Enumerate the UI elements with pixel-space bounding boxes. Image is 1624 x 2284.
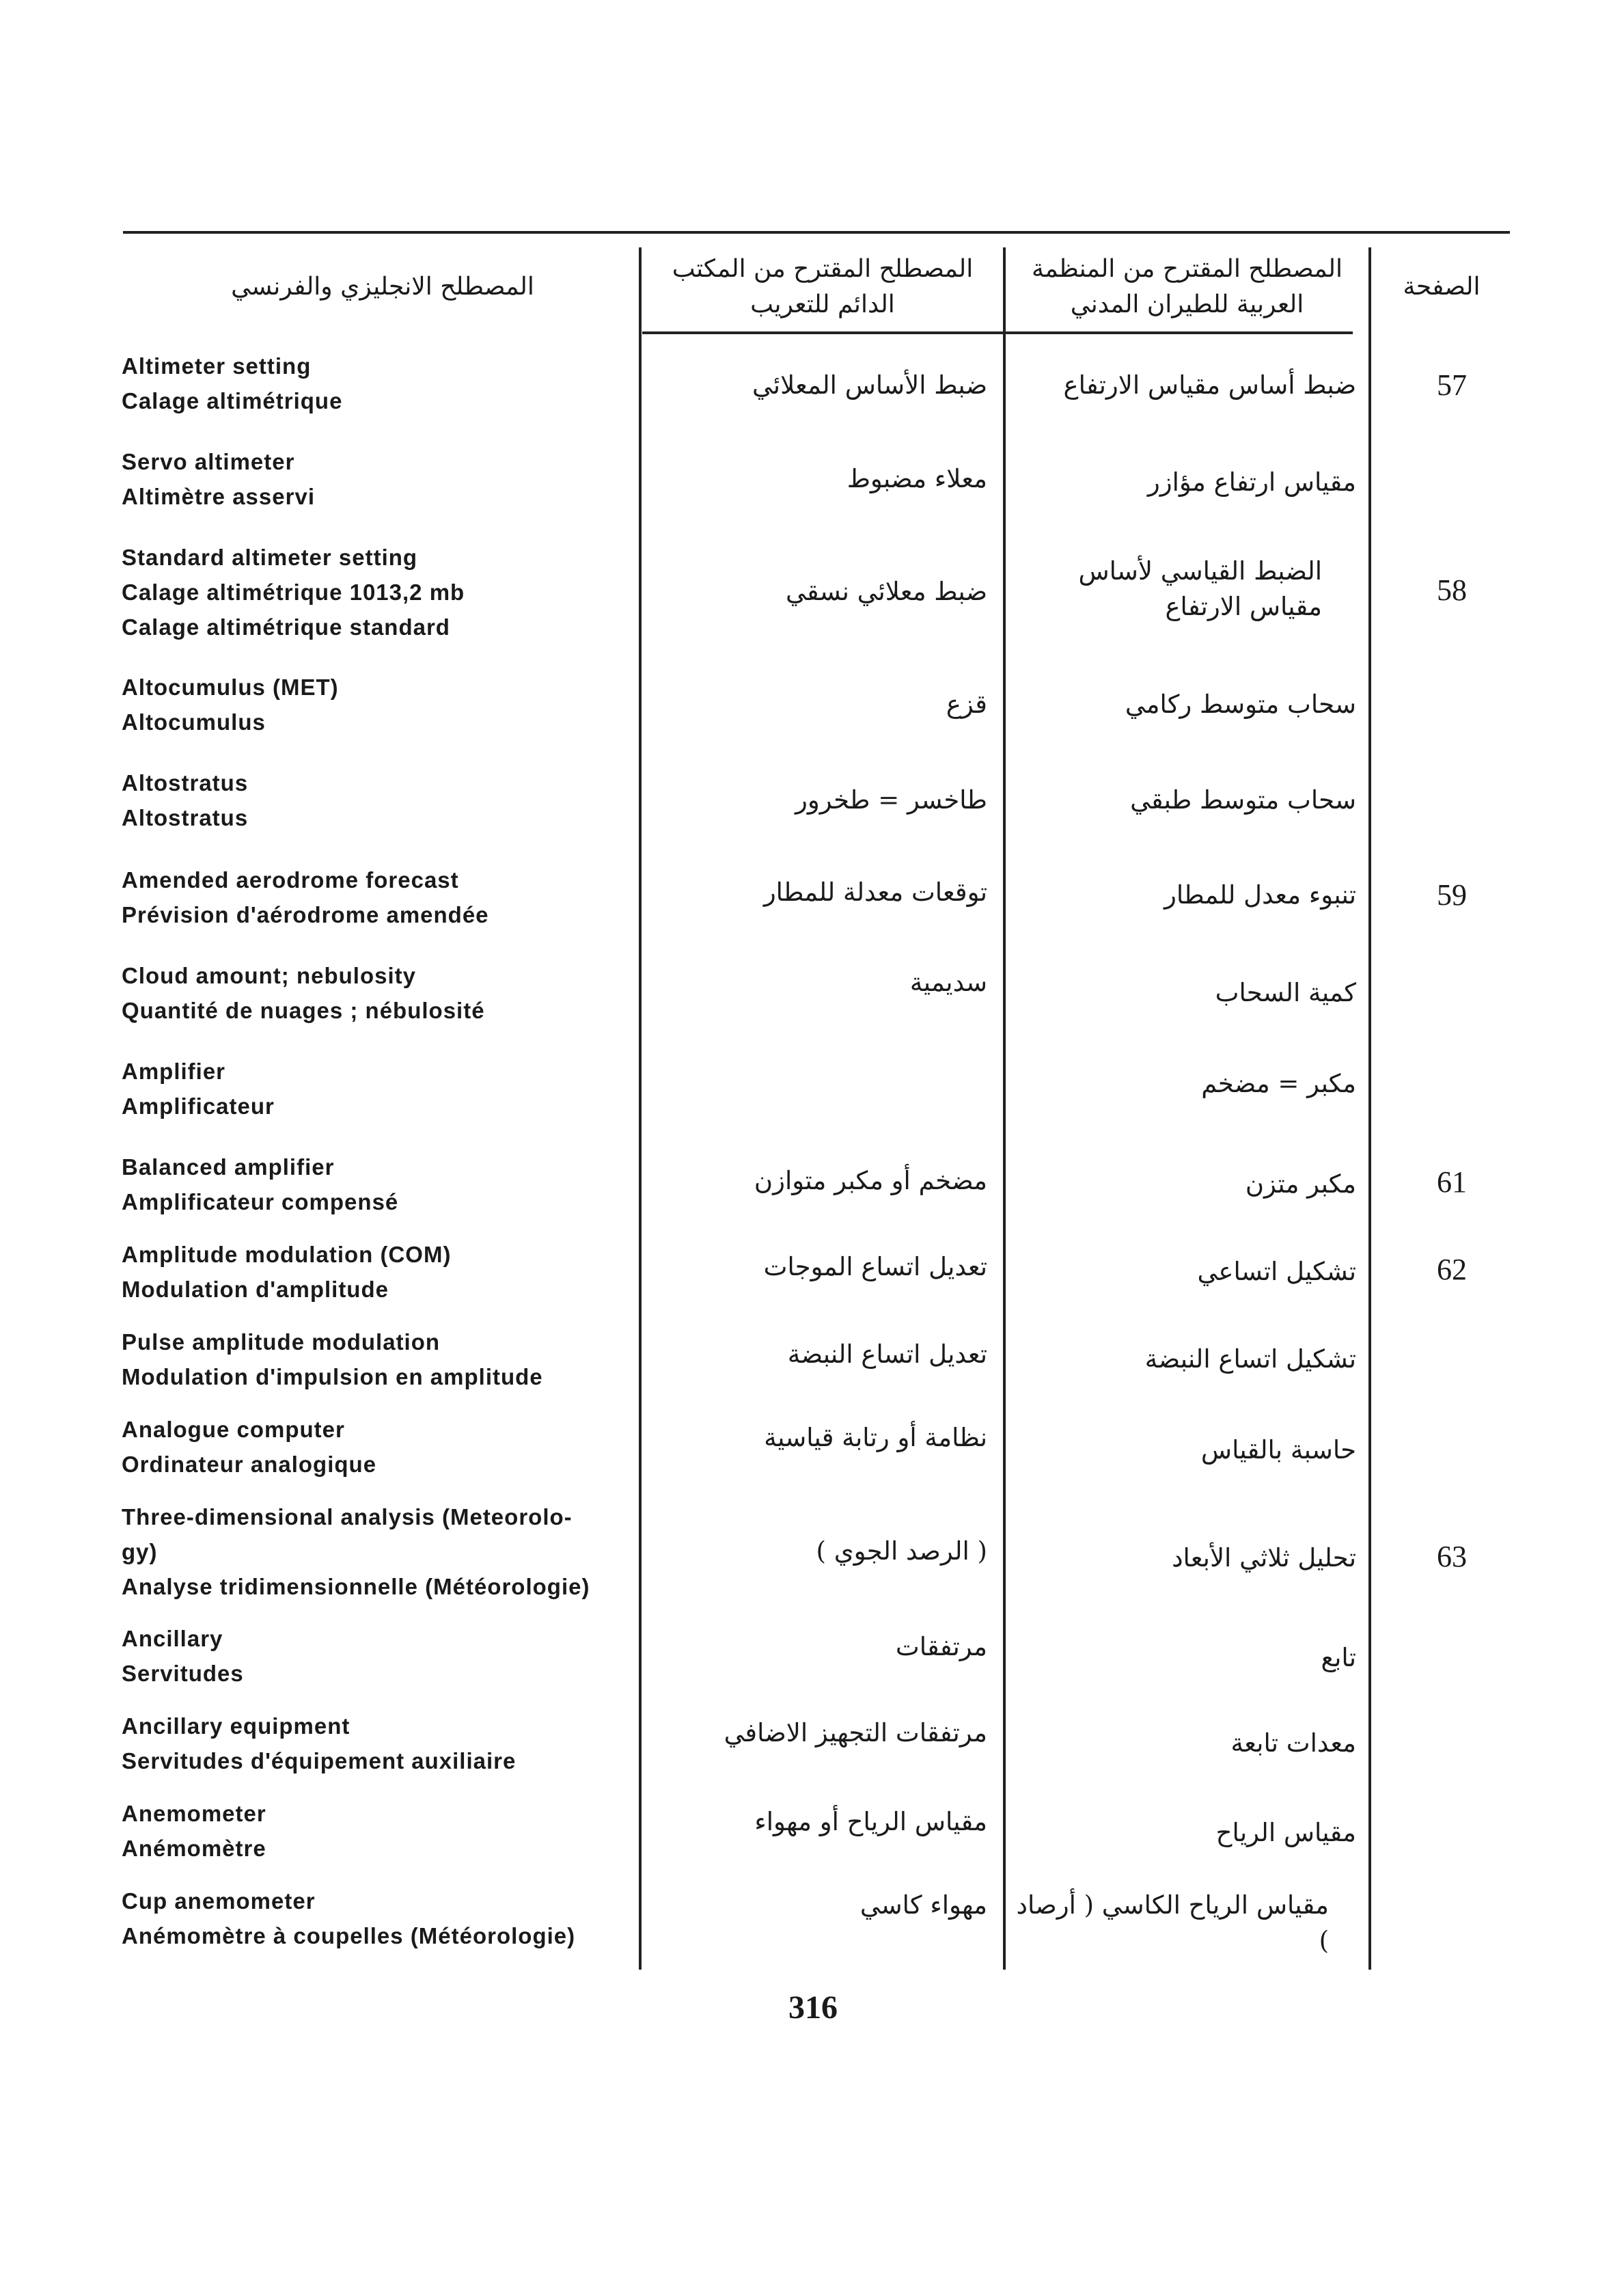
term-acao: سحاب متوسط ركامي <box>1125 690 1356 719</box>
term-en-fr: Standard altimeter setting Calage altimétrique 1013,2 mb Calage altimétrique standard <box>122 545 465 640</box>
term-bureau: مرتفقات التجهيز الاضافي <box>724 1718 987 1748</box>
header-english-french: المصطلح الانجليزي والفرنسي <box>231 272 534 301</box>
term-bureau: ضبط الأساس المعلائي <box>752 370 987 400</box>
term-acao: ضبط أساس مقياس الارتفاع <box>1063 370 1356 400</box>
term-en-fr: Pulse amplitude modulation Modulation d'impulsion en amplitude <box>122 1329 543 1389</box>
term-acao: تنبوء معدل للمطار <box>1164 880 1356 910</box>
term-en-fr: Amplifier Amplificateur <box>122 1059 275 1119</box>
term-en-fr: Analogue computer Ordinateur analogique <box>122 1417 377 1477</box>
term-acao: مقياس ارتفاع مؤازر <box>1147 467 1356 497</box>
page-number: 316 <box>788 1989 838 2026</box>
term-en-fr: Anemometer Anémomètre <box>122 1801 266 1861</box>
term-en-fr: Amended aerodrome forecast Prévision d'aérodrome amendée <box>122 867 489 927</box>
term-bureau: مضخم أو مكبر متوازن <box>754 1166 987 1195</box>
page-ref: 57 <box>1437 368 1467 402</box>
term-acao: مقياس الرياح <box>1215 1818 1356 1847</box>
term-acao: تشكيل اتساعي <box>1197 1257 1356 1286</box>
term-bureau: مهواء كاسي <box>859 1890 987 1920</box>
header-permanent-bureau: المصطلح المقترح من المكتب الدائم للتعريب <box>672 254 974 318</box>
term-acao: مكبر = مضخم <box>1201 1069 1356 1098</box>
term-en-fr: Three-dimensional analysis (Meteorolo- gy) Analyse tridimensionnelle (Météorologie) <box>122 1504 590 1599</box>
term-bureau: تعديل اتساع الموجات <box>763 1252 987 1281</box>
term-acao: مقياس الرياح الكاسي ( أرصاد ) <box>1016 1890 1329 1955</box>
term-en-fr: Ancillary equipment Servitudes d'équipement auxiliaire <box>122 1713 517 1773</box>
page-ref: 59 <box>1437 878 1467 912</box>
header-acao: المصطلح المقترح من المنظمة العربية للطيران المدني <box>1032 254 1343 318</box>
table-top-rule <box>123 231 1510 234</box>
term-en-fr: Amplitude modulation (COM) Modulation d'amplitude <box>122 1242 452 1302</box>
term-bureau: ( الرصد الجوي ) <box>816 1536 987 1566</box>
term-bureau: ضبط معلائي نسقي <box>786 577 987 606</box>
term-bureau: سديمية <box>909 968 987 997</box>
term-en-fr: Balanced amplifier Amplificateur compensé <box>122 1154 399 1214</box>
term-en-fr: Ancillary Servitudes <box>122 1626 244 1686</box>
term-en-fr: Cup anemometer Anémomètre à coupelles (Météorologie) <box>122 1888 576 1948</box>
term-acao: كمية السحاب <box>1215 978 1356 1007</box>
term-acao: الضبط القياسي لأساس مقياس الارتفاع <box>1078 556 1322 621</box>
term-bureau: تعديل اتساع النبضة <box>787 1340 987 1369</box>
term-acao: تابع <box>1321 1643 1356 1672</box>
column-divider-2 <box>1003 247 1006 1970</box>
term-acao: تحليل ثلاثي الأبعاد <box>1172 1543 1356 1573</box>
term-bureau: توقعات معدلة للمطار <box>763 878 987 907</box>
term-en-fr: Altimeter setting Calage altimétrique <box>122 353 343 413</box>
term-en-fr: Altocumulus (MET) Altocumulus <box>122 675 339 735</box>
column-divider-3 <box>1368 247 1371 1970</box>
term-acao: تشكيل اتساع النبضة <box>1144 1344 1356 1374</box>
page-ref: 62 <box>1437 1253 1467 1286</box>
header-bottom-rule <box>642 331 1353 334</box>
term-acao: معدات تابعة <box>1230 1728 1356 1758</box>
term-acao: مكبر متزن <box>1245 1169 1356 1199</box>
term-acao: سحاب متوسط طبقي <box>1130 785 1356 815</box>
term-en-fr: Cloud amount; nebulosity Quantité de nuages ; nébulosité <box>122 963 485 1023</box>
page-ref: 61 <box>1437 1165 1467 1199</box>
term-bureau: نظامة أو رتابة قياسية <box>764 1423 987 1452</box>
term-bureau: مقياس الرياح أو مهواء <box>754 1807 987 1836</box>
term-en-fr: Altostratus Altostratus <box>122 770 249 830</box>
header-page: الصفحة <box>1403 272 1481 301</box>
term-bureau: معلاء مضبوط <box>847 464 987 493</box>
term-bureau: مرتفقات <box>895 1632 987 1661</box>
page-ref: 58 <box>1437 573 1467 607</box>
page-ref: 63 <box>1437 1540 1467 1573</box>
term-en-fr: Servo altimeter Altimètre asservi <box>122 449 315 509</box>
term-bureau: طاخسر = طخرور <box>795 785 987 815</box>
term-bureau: قزع <box>946 690 987 719</box>
term-acao: حاسبة بالقياس <box>1200 1435 1356 1465</box>
